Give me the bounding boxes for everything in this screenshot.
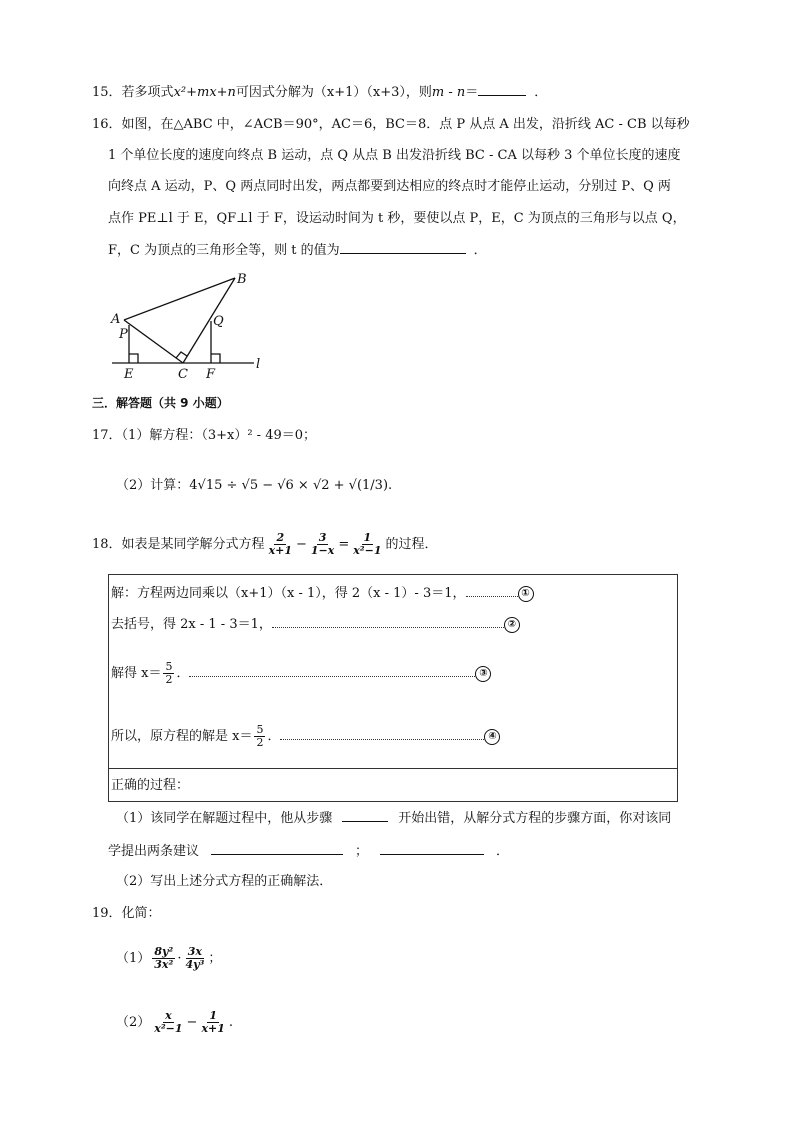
q18-advice-blank-2[interactable]	[380, 842, 484, 855]
label-f: F	[206, 367, 216, 382]
q18-solution-table	[108, 574, 678, 802]
q19-number: 19．	[92, 906, 122, 921]
q18-f1-den: x+1	[268, 544, 292, 557]
q18-marker-4: ④	[484, 729, 500, 745]
q18-sub1-line1	[116, 809, 671, 828]
q18-step-1-text: 解：方程两边同乘以（x+1）（x - 1），得 2（x - 1）- 3＝1，	[111, 586, 466, 601]
q18-step-4-dots	[280, 729, 484, 740]
q18-f1-num: 2	[276, 531, 285, 544]
segment-bc	[183, 278, 235, 363]
q19-p2-b-num: 1	[209, 1009, 217, 1022]
q18-sub1-line2	[108, 842, 509, 861]
q15-text-b: 可因式分解为（x+1）（x+3），则	[235, 85, 432, 100]
q19-part1	[116, 944, 221, 974]
q19-title: 化简：	[121, 906, 161, 921]
q16-line-2: 1 个单位长度的速度向终点 B 运动，点 Q 从点 B 出发沿折线 BC - CA 以每秒 3 个单位长度的速度	[108, 148, 681, 163]
q18-f2-num: 3	[318, 531, 327, 544]
q18-intro	[92, 530, 438, 560]
q17-p1-eq: （3+x）² - 49＝0；	[201, 428, 317, 443]
q18-step-3-frac	[163, 661, 174, 686]
q19-p2-label: （2）	[116, 1015, 151, 1030]
q19-p2-a-den: x²−1	[154, 1022, 183, 1035]
q18-table-divider	[109, 768, 677, 769]
q18-step-3-num: 5	[165, 660, 173, 673]
q19-p2-a-num: x	[165, 1009, 172, 1022]
label-c: C	[178, 367, 188, 382]
q18-frac-2	[309, 532, 336, 557]
q18-f2-den: 1−x	[310, 544, 335, 557]
q18-sub1-text-c: 学提出两条建议	[108, 844, 200, 859]
q18-sub1-end: ．	[496, 844, 510, 859]
q16-end: ．	[473, 243, 487, 258]
q18-correct-label: 正确的过程：	[111, 778, 190, 793]
q18-step-4-frac	[254, 724, 265, 749]
right-angle-f	[211, 354, 220, 363]
label-p: P	[119, 327, 128, 342]
q18-marker-3: ③	[475, 666, 491, 682]
q19-p1-b-num: 3x	[187, 945, 202, 958]
q18-number: 18．	[92, 537, 122, 552]
q18-step-1-dots	[466, 586, 518, 597]
q17-p2-label: （2）计算：	[116, 478, 190, 493]
q19-p1-a-num: 8y²	[154, 945, 174, 958]
q18-f3-num: 1	[363, 531, 372, 544]
q19-p1-a-den: 3x²	[154, 958, 174, 971]
q15-number: 15．	[92, 85, 122, 100]
q16-number: 16．	[92, 117, 122, 132]
q18-step-1	[111, 585, 534, 603]
q18-sub1-text-b: 开始出错，从解分式方程的步骤方面，你对该同	[398, 811, 672, 826]
q16-triangle-figure	[104, 268, 274, 384]
q15-text-a: 若多项式	[121, 85, 174, 100]
q18-step-2-dots	[272, 617, 504, 628]
q18-frac-1	[267, 532, 294, 557]
q18-frac-3	[351, 532, 383, 557]
q19-p2-frac-a	[152, 1010, 184, 1035]
q15-poly: x²+mx+n	[173, 85, 236, 100]
q18-step-3	[111, 660, 491, 688]
q15-line	[92, 83, 547, 102]
q19-p1-frac-a	[152, 946, 175, 971]
q18-marker-2: ②	[504, 617, 520, 633]
label-q: Q	[213, 314, 224, 329]
q16-line-4: 点作 PE⊥l 于 E，QF⊥l 于 F，设运动时间为 t 秒，要使以点 P，E，C 为顶点的三角形与以点 Q，	[108, 211, 686, 226]
q18-intro-text: 如表是某同学解分式方程	[121, 537, 265, 552]
q16-text-5: F，C 为顶点的三角形全等，则 t 的值为	[108, 243, 340, 258]
q19-title-line	[92, 905, 161, 923]
q18-step-3-dot: ．	[176, 666, 190, 681]
q17-number: 17．	[92, 428, 122, 443]
q18-sub2: （2）写出上述分式方程的正确解法．	[116, 874, 333, 889]
q18-step-4-den: 2	[256, 736, 264, 749]
q18-step-4-text: 所以，原方程的解是 x＝	[111, 729, 253, 744]
q19-part2	[116, 1008, 233, 1038]
q15-expr: m - n	[431, 85, 466, 100]
q17-part2	[116, 473, 392, 499]
q18-op2: =	[338, 537, 350, 552]
q18-step-3-text: 解得 x＝	[111, 666, 162, 681]
q18-marker-1: ①	[518, 586, 534, 602]
q17-p2-expr: 4√15 ÷ √5 − √6 × √2 + √(1/3).	[189, 478, 393, 493]
q18-advice-blank-1[interactable]	[211, 842, 343, 855]
q16-line-5	[108, 241, 487, 260]
q19-p1-b-den: 4y³	[185, 958, 205, 971]
q18-step-4-dot: ．	[267, 729, 281, 744]
q18-f3-den: x²−1	[353, 544, 382, 557]
q19-p2-op: −	[186, 1015, 198, 1030]
q19-p1-op: ·	[177, 951, 182, 966]
q18-step-4-num: 5	[256, 723, 264, 736]
label-e: E	[124, 367, 134, 382]
q19-p1-end: ；	[208, 951, 222, 966]
q19-p2-end: .	[228, 1015, 234, 1030]
q18-step-2	[111, 616, 520, 634]
q18-step-4	[111, 723, 500, 751]
q17-part1	[92, 427, 316, 445]
q15-text-c: ＝	[465, 85, 479, 100]
q18-op1: −	[296, 537, 307, 552]
right-angle-e	[129, 354, 138, 363]
label-a: A	[111, 312, 121, 327]
q18-step-2-text: 去括号，得 2x - 1 - 3＝1，	[111, 617, 272, 632]
q16-line-1	[92, 116, 690, 134]
label-l: l	[256, 357, 261, 372]
q18-step-3-dots	[189, 666, 475, 677]
q16-text-1: 如图，在△ABC 中，∠ACB＝90°，AC＝6，BC＝8．点 P 从点 A 出发，沿折线 AC - CB 以每秒	[121, 117, 690, 132]
q16-answer-blank[interactable]	[340, 241, 466, 254]
q15-end: ．	[534, 85, 548, 100]
q15-answer-blank[interactable]	[478, 83, 526, 96]
segment-ac	[124, 320, 183, 363]
label-b: B	[237, 272, 247, 287]
q18-sub1-text-a: （1）该同学在解题过程中，他从步骤	[116, 811, 333, 826]
q17-p1-label: （1）解方程：	[121, 428, 202, 443]
q18-intro-end: 的过程．	[385, 537, 438, 552]
right-angle-c	[176, 352, 187, 358]
q19-p2-frac-b	[199, 1010, 226, 1035]
q19-p2-b-den: x+1	[201, 1022, 225, 1035]
q16-line-3: 向终点 A 运动，P、Q 两点同时出发，两点都要到达相应的终点时才能停止运动，分别过 P、Q 两	[108, 179, 671, 194]
q19-p1-label: （1）	[116, 951, 151, 966]
q18-step-3-den: 2	[165, 673, 173, 686]
q18-step-blank[interactable]	[342, 809, 388, 822]
section-3-title: 三．解答题（共 9 小题）	[92, 396, 229, 410]
q18-sub1-sep: ；	[355, 844, 369, 859]
q19-p1-frac-b	[183, 946, 206, 971]
